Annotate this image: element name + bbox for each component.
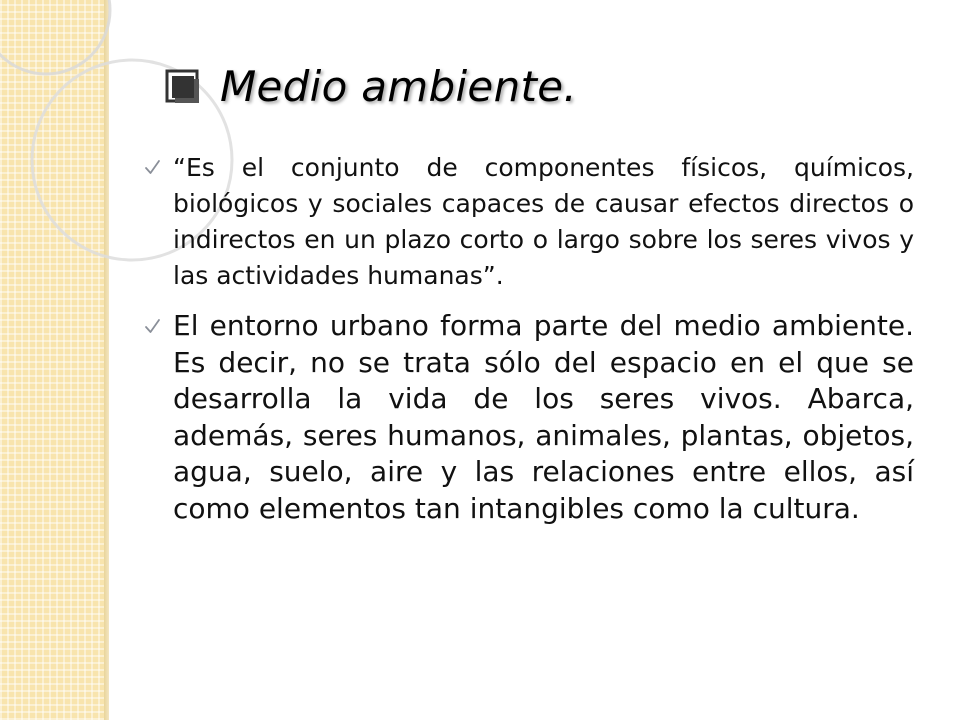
decorative-circle-top — [0, 0, 110, 74]
checkmark-icon — [144, 159, 161, 176]
bullet-text: “Es el conjunto de componentes físicos, químicos, biológicos y sociales capaces de causar efectos directos o indirectos en un plazo corto o largo sobre los seres vivos y las actividades humanas”. — [173, 153, 914, 290]
bullet-item — [144, 150, 914, 294]
checkbox-icon — [164, 61, 204, 111]
bullet-text: El entorno urbano forma parte del medio ambiente. Es decir, no se trata sólo del espacio en el que se desarrolla la vida de los seres vivos. Abarca, además, seres humanos, animales, plantas, objetos, agua, suelo, aire y las relaciones entre ellos, así como elementos tan intangibles como la cultura. — [173, 309, 914, 525]
title-row — [164, 58, 577, 114]
checkmark-icon — [144, 318, 161, 335]
slide-title: Medio ambiente. — [220, 61, 578, 111]
bullet-list — [144, 150, 914, 541]
bullet-item — [144, 308, 914, 527]
